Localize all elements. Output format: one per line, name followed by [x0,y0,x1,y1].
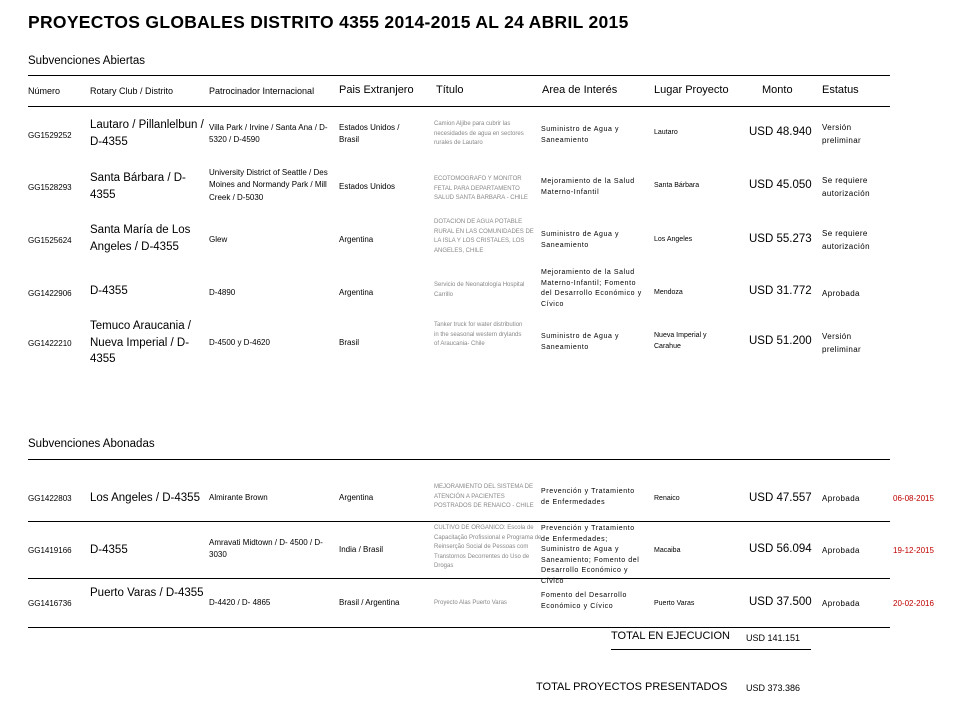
page-title: PROYECTOS GLOBALES DISTRITO 4355 2014-2015 AL 24 ABRIL 2015 [28,12,629,32]
row-numero: GG1528293 [28,183,72,192]
row-club: D-4355 [90,285,128,297]
row-club: Santa Bárbara / D-4355 [90,172,186,201]
col-club: Rotary Club / Distrito [90,86,174,96]
row-estatus: Versión preliminar [822,123,862,146]
row-estatus: Aprobada [822,599,860,608]
row-monto: USD 37.500 [749,596,812,608]
row-pais: Brasil [339,338,360,347]
row-club: Lautaro / Pillanlelbun / D-4355 [90,119,204,148]
col-area: Area de Interés [542,84,618,96]
row-patrocinador: Amravati Midtown / D- 4500 / D-3030 [209,538,323,560]
row-titulo: Camion Aljibe para cubrir las necesidades de agua en sectores rurales de Lautaro [434,121,524,147]
row-club: Santa María de Los Angeles / D-4355 [90,224,191,253]
divider [28,459,890,460]
section-abonadas-heading: Subvenciones Abonadas [28,438,155,450]
total-ejecucion-label: TOTAL EN EJECUCION [611,630,730,642]
row-patrocinador: D-4420 / D- 4865 [209,598,271,607]
row-numero: GG1422210 [28,339,72,348]
row-monto: USD 48.940 [749,126,812,138]
row-titulo: DOTACION DE AGUA POTABLE RURAL EN LAS COMUNIDADES DE LA ISLA Y LOS CRISTALES, LOS ANGELES, CHILE [434,219,534,254]
row-area: Prevención y Tratamiento de Enfermedades [541,488,635,506]
row-lugar: Renaico [654,495,680,502]
row-lugar: Los Angeles [654,236,693,243]
divider [28,521,890,522]
divider [28,106,890,107]
row-numero: GG1525624 [28,236,72,245]
total-ejecucion-value: USD 141.151 [746,633,801,643]
row-patrocinador: Glew [209,235,228,244]
row-lugar: Santa Bárbara [654,182,700,189]
row-patrocinador: D-4500 y D-4620 [209,338,270,347]
row-monto: USD 31.772 [749,285,812,297]
row-pais: Estados Unidos [339,182,396,191]
row-club: Los Angeles / D-4355 [90,492,200,504]
row-fecha: 06-08-2015 [893,494,934,503]
col-monto: Monto [762,84,793,96]
row-monto: USD 45.050 [749,179,812,191]
total-presentados-label: TOTAL PROYECTOS PRESENTADOS [536,681,728,693]
row-pais: Brasil / Argentina [339,598,400,607]
divider [28,627,890,628]
row-numero: GG1416736 [28,599,72,608]
row-area: Suministro de Agua y Saneamiento [541,231,620,249]
row-patrocinador: Villa Park / Irvine / Santa Ana / D- 5320 / D-4590 [209,123,328,145]
row-estatus: Aprobada [822,494,860,503]
row-monto: USD 51.200 [749,335,812,347]
row-estatus: Versión preliminar [822,332,862,355]
row-patrocinador: D-4890 [209,288,236,297]
row-estatus: Se requiere autorización [822,229,870,252]
row-area: Mejoramiento de la Salud Materno-Infantil; Fomento del Desarrollo Económico y Cívico [541,269,642,308]
row-numero: GG1422906 [28,289,72,298]
row-patrocinador: University District of Seattle / Des Moines and Normandy Park / Mill Creek / D-5030 [209,168,328,202]
row-lugar: Lautaro [654,129,678,136]
row-titulo: Proyecto Alas Puerto Varas [434,600,507,606]
row-pais: Estados Unidos / Brasil [339,123,400,145]
row-numero: GG1529252 [28,131,72,140]
col-estatus: Estatus [822,84,859,96]
col-patrocinador: Patrocinador Internacional [209,86,315,96]
row-pais: Argentina [339,235,374,244]
total-presentados-value: USD 373.386 [746,683,801,693]
row-fecha: 19-12-2015 [893,546,934,555]
row-area: Mejoramiento de la Salud Materno-Infantil [541,178,635,196]
row-fecha: 20-02-2016 [893,599,934,608]
divider [28,75,890,76]
row-lugar: Nueva Imperial y Carahue [654,332,707,350]
row-numero: GG1422803 [28,494,72,503]
row-patrocinador: Almirante Brown [209,493,268,502]
row-lugar: Mendoza [654,289,683,296]
row-club: Temuco Araucania / Nueva Imperial / D-4355 [90,320,192,366]
row-pais: Argentina [339,493,374,502]
section-abiertas-heading: Subvenciones Abiertas [28,55,145,67]
row-monto: USD 56.094 [749,543,812,555]
row-area: Suministro de Agua y Saneamiento [541,333,620,351]
row-lugar: Puerto Varas [654,600,695,607]
col-pais: Pais Extranjero [339,84,414,96]
row-area: Fomento del Desarrollo Económico y Cívico [541,592,627,610]
row-titulo: CULTIVO DE ORGANICO: Escola de Capacitação Profissional e Programa de Reinserção Social de Pessoas com Transtornos Decorrentes do Uso de Drogas [434,525,542,570]
col-titulo: Título [436,84,464,96]
row-titulo: MEJORAMIENTO DEL SISTEMA DE ATENCIÓN A PACIENTES POSTRADOS DE RENAICO - CHILE [434,484,534,510]
row-estatus: Aprobada [822,289,860,298]
row-titulo: Tanker truck for water distribution in the seasonal western drylands of Araucania- Chile [434,322,523,348]
row-pais: Argentina [339,288,374,297]
row-area: Prevención y Tratamiento de Enfermedades; Suministro de Agua y Saneamiento; Fomento del Desarrollo Económico y Cívico [541,525,640,585]
row-titulo: ECOTOMOGRAFO Y MONITOR FETAL PARA DEPARTAMENTO SALUD SANTA BARBARA - CHILE [434,176,528,202]
row-monto: USD 47.557 [749,492,812,504]
col-numero: Número [28,86,61,96]
row-club: D-4355 [90,544,128,556]
row-area: Suministro de Agua y Saneamiento [541,126,620,144]
row-club: Puerto Varas / D-4355 [90,587,204,599]
col-lugar: Lugar Proyecto [654,84,729,96]
divider [611,649,811,650]
row-numero: GG1419166 [28,546,72,555]
row-titulo: Servicio de Neonatología Hospital Carrillo [434,282,525,298]
row-estatus: Aprobada [822,546,860,555]
divider [28,578,890,579]
row-lugar: Macaiba [654,547,681,554]
row-pais: India / Brasil [339,545,384,554]
row-estatus: Se requiere autorización [822,176,870,199]
row-monto: USD 55.273 [749,233,812,245]
